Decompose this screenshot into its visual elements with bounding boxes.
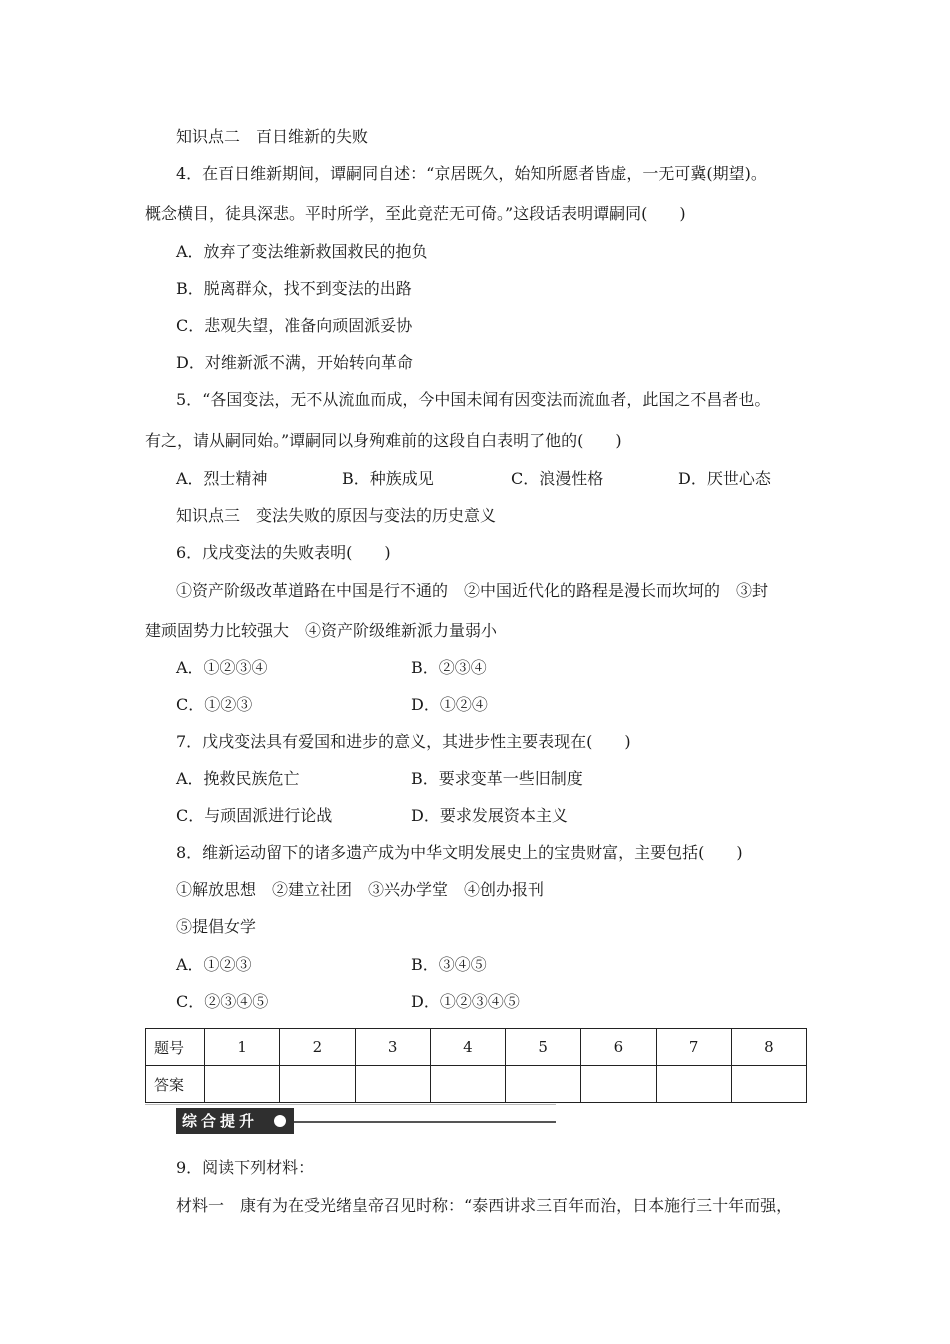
q4-option-d: D．对维新派不满，开始转向革命 <box>176 353 413 372</box>
q6-option-b: B．②③④ <box>411 658 487 677</box>
section3-heading: 知识点三 变法失败的原因与变法的历史意义 <box>176 506 497 525</box>
q5-stem-line2: 有之，请从嗣同始。”谭嗣同以身殉难前的这段自白表明了他的( ) <box>145 431 622 450</box>
q6-stem-line3: 建顽固势力比较强大 ④资产阶级维新派力量弱小 <box>145 621 498 640</box>
q5-option-a: A．烈士精神 <box>176 469 268 488</box>
question-number-cell: 8 <box>731 1029 806 1066</box>
q8-option-a: A．①②③ <box>176 955 252 974</box>
q6-option-d: D．①②④ <box>411 695 488 714</box>
section2-heading: 知识点二 百日维新的失败 <box>176 127 369 146</box>
q8-stem-line3: ⑤提倡女学 <box>176 917 257 936</box>
q7-option-c: C．与顽固派进行论战 <box>176 806 333 825</box>
answer-table-number-row <box>146 1029 807 1066</box>
banner-rule <box>294 1121 556 1123</box>
question-number-cell: 6 <box>581 1029 656 1066</box>
q4-option-b: B．脱离群众，找不到变法的出路 <box>176 279 412 298</box>
q5-stem-line1: 5．“各国变法，无不从流血而成，今中国未闻有因变法而流血者，此国之不昌者也。 <box>176 390 771 409</box>
q7-option-a: A．挽救民族危亡 <box>176 769 300 788</box>
q8-option-d: D．①②③④⑤ <box>411 992 520 1011</box>
q6-stem-line2: ①资产阶级改革道路在中国是行不通的 ②中国近代化的路程是漫长而坎坷的 ③封 <box>176 581 769 600</box>
question-number-cell: 5 <box>506 1029 581 1066</box>
q8-options-row2 <box>176 991 776 1013</box>
q7-stem-line1: 7．戊戌变法具有爱国和进步的意义，其进步性主要表现在( ) <box>176 732 631 751</box>
q8-stem-line2: ①解放思想 ②建立社团 ③兴办学堂 ④创办报刊 <box>176 880 545 899</box>
q6-option-a: A．①②③④ <box>176 658 268 677</box>
answer-cell[interactable] <box>430 1066 505 1103</box>
q5-option-d: D．厌世心态 <box>678 469 771 488</box>
question-number-cell: 7 <box>656 1029 731 1066</box>
section-banner <box>176 1108 294 1134</box>
q6-option-c: C．①②③ <box>176 695 253 714</box>
q8-stem-line1: 8．维新运动留下的诸多遗产成为中华文明发展史上的宝贵财富，主要包括( ) <box>176 843 743 862</box>
q7-option-b: B．要求变革一些旧制度 <box>411 769 583 788</box>
q4-stem-line2: 概念横目，徒具深悲。平时所学，至此竟茫无可倚。”这段话表明谭嗣同( ) <box>145 204 686 223</box>
q8-option-b: B．③④⑤ <box>411 955 487 974</box>
answer-row-label: 答案 <box>146 1066 205 1103</box>
q8-options-row1 <box>176 954 776 976</box>
question-number-cell: 3 <box>355 1029 430 1066</box>
q8-option-c: C．②③④⑤ <box>176 992 269 1011</box>
question-number-cell: 2 <box>280 1029 355 1066</box>
q7-option-d: D．要求发展资本主义 <box>411 806 568 825</box>
banner-top-rule <box>145 1104 556 1105</box>
banner-dot-icon <box>274 1115 286 1127</box>
q5-option-c: C．浪漫性格 <box>511 469 604 488</box>
answer-cell[interactable] <box>355 1066 430 1103</box>
number-row-label: 题号 <box>146 1029 205 1066</box>
answer-cell[interactable] <box>205 1066 280 1103</box>
answer-cell[interactable] <box>280 1066 355 1103</box>
answer-table <box>145 1028 807 1103</box>
q5-options <box>176 468 816 490</box>
q7-options-row2 <box>176 805 776 827</box>
answer-cell[interactable] <box>506 1066 581 1103</box>
answer-table-answer-row <box>146 1066 807 1103</box>
q4-option-c: C．悲观失望，准备向顽固派妥协 <box>176 316 413 335</box>
question-number-cell: 1 <box>205 1029 280 1066</box>
answer-cell[interactable] <box>731 1066 806 1103</box>
answer-cell[interactable] <box>656 1066 731 1103</box>
q9-stem-line1: 9．阅读下列材料： <box>176 1158 315 1177</box>
q4-stem-line1: 4．在百日维新期间，谭嗣同自述：“京居既久，始知所愿者皆虚，一无可冀(期望)。 <box>176 164 767 183</box>
q7-options-row1 <box>176 768 776 790</box>
banner-label: 综合提升 <box>182 1112 259 1130</box>
question-number-cell: 4 <box>430 1029 505 1066</box>
answer-cell[interactable] <box>581 1066 656 1103</box>
q6-options-row1 <box>176 657 776 679</box>
q4-option-a: A．放弃了变法维新救国救民的抱负 <box>176 242 428 261</box>
q9-material-line1: 材料一 康有为在受光绪皇帝召见时称：“泰西讲求三百年而治，日本施行三十年而强， <box>176 1196 793 1215</box>
q6-stem-line1: 6．戊戌变法的失败表明( ) <box>176 543 391 562</box>
q6-options-row2 <box>176 694 776 716</box>
q5-option-b: B．种族成见 <box>342 469 434 488</box>
